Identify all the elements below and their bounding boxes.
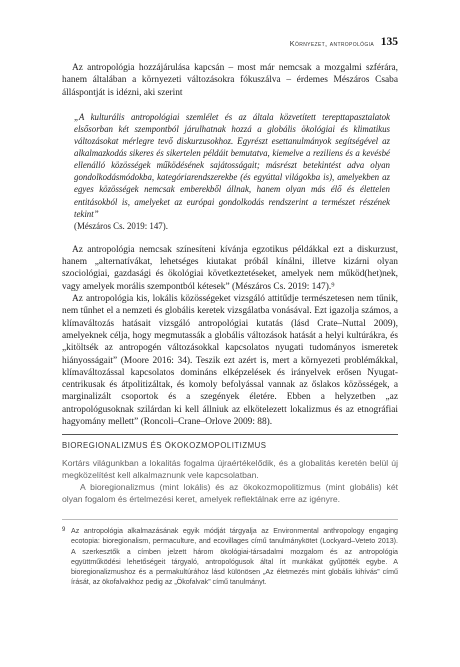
section-paragraph: Kortárs világunkban a lokalitás fogalma újraértékelődik, és a globalitás keretén belül új megközelítést kell alkalmaznunk vele kapcsolatban. [62,458,398,481]
footnote-mark: 9 [62,527,66,534]
quote-text [74,111,390,232]
page-body [62,62,398,588]
section-rule [62,434,398,435]
footnote-text: Az antropológia alkalmazásának egyik módját tárgyalja az Environmental anthropology engaging ecotopia: bioregionalism, permaculture, and ecovillages című tanulmánykötet (Lockyard–Veteto 2013). A szerkesztők a címben jelzett három ökológiai-társadalmi mozgalom és az antropológia együttműködési lehetőségeit tárgyaló, antropológusok által írt munkákat gyűjtötték egybe. A bioregionalizmushoz és a permakultúrához lásd különösen „Az életmezés mint globális kihívás” című írását, az ökofalvakhoz pedig az „Ökofalvak” című tanulmányt. [71,527,398,587]
section [62,441,398,505]
section-paragraph: A bioregionalizmus (mint lokális) és az ökokozmopolitizmus (mint globális) két olyan fogalom és értelmezési keret, amelyek reflektálnak erre az igényre. [62,482,398,505]
intro-paragraph: Az antropológia hozzájárulása kapcsán – most már nemcsak a mozgalmi szférára, hanem általában a környezeti változásokra fókuszálva – érdemes Mészáros Csaba álláspontját is idézni, aki szerint [62,63,398,98]
running-title: Környezet, antropológia [289,39,374,48]
quote-body: „A kulturális antropológiai szemlélet és az általa közvetített terepttapasztalatok elsősorban két szempontból járulhatnak hozzá a globális ökológiai és klimatikus változásokat mérlegre tevő diskurzusokhoz. Egyrészt esettanulmányok segítségével az alkalmazkodás sikeres és sikertelen példáit bemutatva, kiemelve a reziliens és a kevésbé ellenálló közösségek működésének sajátosságait; másrészt betekintést adva olyan gondolkodásmódokba, kategóriarendszerekbe (és egyúttal világokba is), amelyekben az egyes közösségek nemcsak emberekből állnak, hanem olyan más élő és élettelen entitásokból is, amelyeket az európai gondolkodás rendszerint a természet részének tekint” [74,111,390,219]
page-number: 135 [380,36,398,48]
section-title [62,441,398,450]
block-quote [74,111,390,232]
body-paragraph: Az antropológia nemcsak színesíteni kívánja egzotikus példákkal ezt a diskurzust, hanem „alternatívákat, lehetséges kiutakat próbál kínálni, illetve kizárni olyan szociológiai, gazdasági és ökológiai következtetéseket, amelyek nem működ(het)nek, vagy amelyek morális szempontból kétesek” (Mészáros Cs. 2019: 147).⁹ [62,244,398,292]
running-header [62,37,398,53]
footnote [62,526,398,587]
quote-citation: (Mészáros Cs. 2019: 147). [74,220,168,231]
section-title-text: BIOREGIONALIZMUS ÉS ÖKOKOZMOPOLITIZMUS [62,441,267,451]
footnote-rule [62,519,398,520]
body-paragraph: Az antropológia kis, lokális közösségeket vizsgáló attitűdje természetesen nem tűnik, nem tűnhet el a nemzeti és globális keretek vizsgálatba vonásával. Ezt igazolja számos, a klímaváltozás hatásait vizsgáló antropológiai kutatás (lásd Crate–Nuttal 2009), amelyeknek célja, hogy megmutassák a globális változások hatását a helyi kultúrákra, és „kitöltsék az antropogén változásokkal kapcsolatos nyugati tudományos ismeretek hiányosságait” (Moore 2016: 34). Teszik ezt azért is, mert a környezeti problémákkal, klímaváltozással kapcsolatos domináns elképzelések és irányelvek erősen Nyugat-centrikusak és átpolitizáltak, és komoly befolyással vannak az őslakos közösségek, a marginalizált csoportok és a szegények életére. Ebben a helyzetben „az antropológusoknak szilárdan ki kell állniuk az elkötelezett lokalizmus és az etnográfiai hagyomány mellett” (Roncoli–Crane–Orlove 2009: 88). [62,294,398,427]
